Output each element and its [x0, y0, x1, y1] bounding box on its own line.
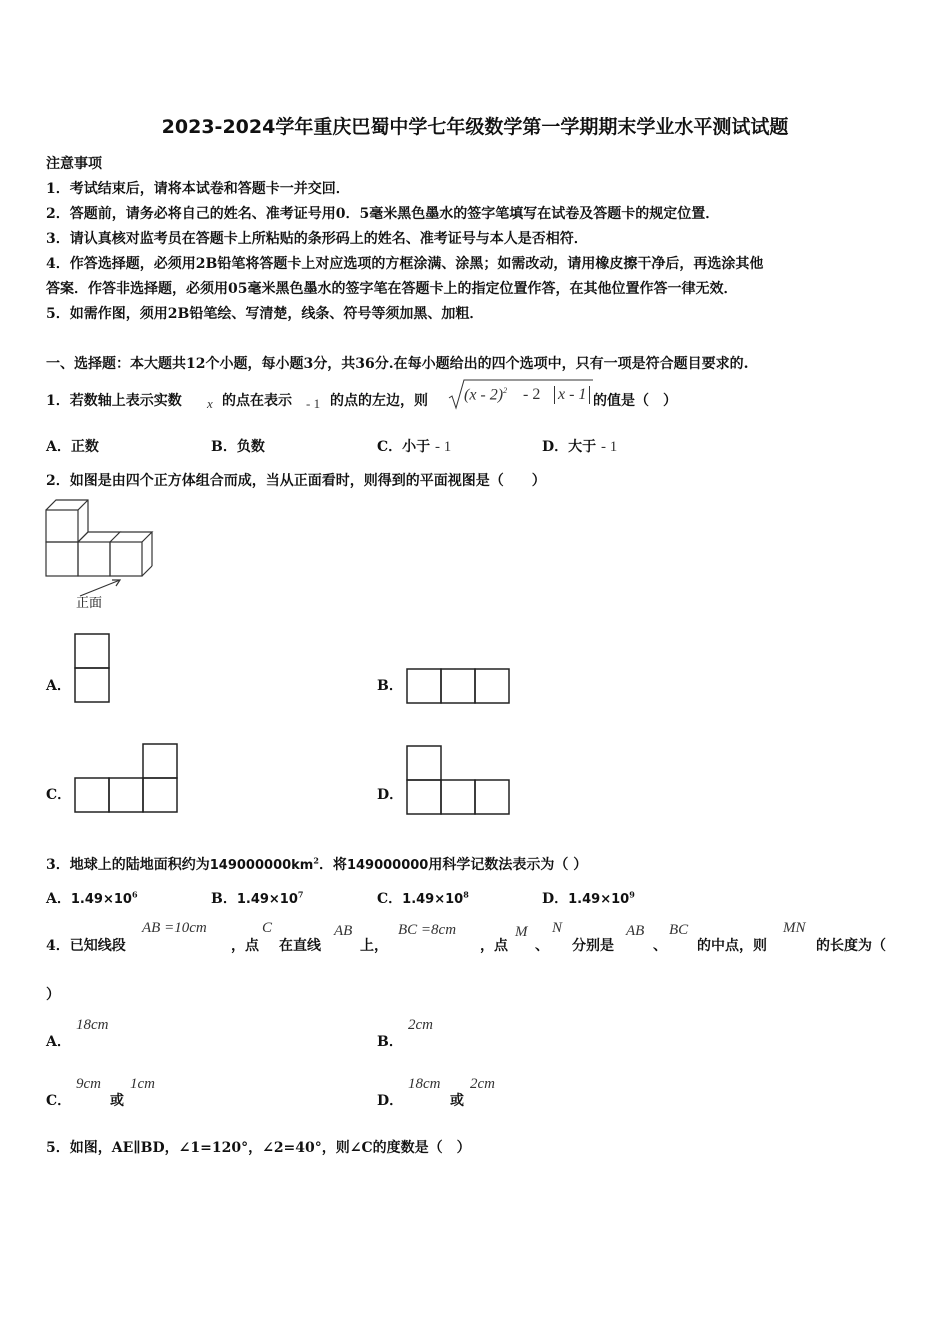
q1-expr-minus: - 2	[523, 386, 541, 403]
q1-expr: (x - 2)$^2$	[464, 386, 508, 404]
q1-option-d[interactable]: D．大于 - 1	[542, 439, 618, 455]
q4-option-a-math: 18cm	[76, 1017, 109, 1033]
question-4-text: 上，	[360, 938, 388, 954]
q4-option-c-math: 1cm	[130, 1076, 155, 1092]
q4-option-c[interactable]: C．	[46, 1093, 72, 1109]
notice-item: 4．作答选择题，必须用2B铅笔将答题卡上对应选项的方框涂满、涂黑；如需改动，请用橡皮擦干净后，再选涂其他	[46, 256, 764, 272]
q1-neg-one: - 1	[306, 396, 321, 411]
q4-option-d-math: 2cm	[470, 1076, 495, 1092]
q2-option-d-label[interactable]: D．	[377, 787, 404, 803]
q4-option-d-math: 18cm	[408, 1076, 441, 1092]
q4-math: M	[515, 924, 528, 940]
q4-option-c-or: 或	[110, 1093, 124, 1109]
question-4-text: ，点	[231, 938, 259, 954]
q4-option-a[interactable]: A．	[46, 1034, 71, 1050]
q4-option-d[interactable]: D．	[377, 1093, 404, 1109]
q2-option-b-figure[interactable]	[406, 668, 512, 706]
q1-var-x: x	[207, 396, 213, 411]
q1-option-a[interactable]: A．正数	[46, 439, 99, 455]
q4-math: BC =8cm	[398, 922, 457, 938]
question-4-text: ，点	[480, 938, 508, 954]
q4-option-b[interactable]: B．	[377, 1034, 403, 1050]
notice-item: 答案．作答非选择题，必须用05毫米黑色墨水的签字笔在答题卡上的指定位置作答，在其他位置作答一律无效．	[46, 281, 738, 297]
q4-option-c-math: 9cm	[76, 1076, 101, 1092]
q4-option-d-or: 或	[450, 1093, 464, 1109]
q4-math: AB	[626, 923, 645, 939]
q4-math: C	[262, 920, 273, 936]
q4-math: N	[552, 920, 563, 936]
q3-option-d[interactable]: D．$1.49\times 10^9$	[542, 889, 635, 907]
question-4-text: 4．已知线段	[46, 938, 126, 954]
question-1-text: 1．若数轴上表示实数	[46, 393, 182, 409]
question-4-text: ）	[46, 987, 60, 1003]
q4-math: BC	[669, 922, 689, 938]
question-4-text: 分别是	[572, 938, 614, 954]
q4-math: AB	[334, 923, 353, 939]
q3-option-c[interactable]: C．$1.49\times 10^8$	[377, 889, 469, 907]
q2-option-a-figure[interactable]	[74, 633, 112, 705]
question-2-text: 2．如图是由四个正方体组合而成，当从正面看时，则得到的平面视图是（ ）	[46, 473, 546, 489]
question-4-text: 、	[653, 938, 667, 954]
cube-figure	[40, 498, 165, 613]
question-5-text: 5．如图，AE∥BD，∠1=120°，∠2=40°，则∠C的度数是（ ）	[46, 1140, 471, 1156]
q1-option-b[interactable]: B．负数	[211, 439, 265, 455]
question-1-text: 的值是（ ）	[593, 393, 677, 409]
q2-option-a-label[interactable]: A．	[46, 678, 71, 694]
q3-option-a[interactable]: A．$1.49\times 10^6$	[46, 889, 138, 907]
question-1-text: 的点的左边，则	[330, 393, 428, 409]
page-title: 2023-2024学年重庆巴蜀中学七年级数学第一学期期末学业水平测试试题	[161, 116, 789, 138]
notice-heading: 注意事项	[46, 156, 102, 172]
question-4-text: 、	[535, 938, 549, 954]
notice-item: 2．答题前，请务必将自己的姓名、准考证号用0．5毫米黑色墨水的签字笔填写在试卷及答题卡的规定位置．	[46, 206, 720, 222]
notice-item: 5．如需作图，须用2B铅笔绘、写清楚，线条、符号等须加黑、加粗．	[46, 306, 484, 322]
q1-abs-expr: x - 1	[554, 386, 590, 404]
q2-option-c-figure[interactable]	[74, 743, 180, 815]
question-1-text: 的点在表示	[222, 393, 292, 409]
q4-math: MN	[783, 920, 806, 936]
front-label: 正面	[76, 596, 103, 611]
question-4-text: 的中点，则	[697, 938, 767, 954]
q2-option-b-label[interactable]: B．	[377, 678, 403, 694]
q4-option-b-math: 2cm	[408, 1017, 433, 1033]
notice-item: 1．考试结束后，请将本试卷和答题卡一并交回．	[46, 181, 350, 197]
q1-option-c[interactable]: C．小于 - 1	[377, 439, 452, 455]
q4-math: AB =10cm	[142, 920, 207, 936]
section-heading: 一、选择题：本大题共12个小题，每小题3分，共36分.在每小题给出的四个选项中，只有一项是符合题目要求的.	[46, 356, 749, 372]
q2-option-c-label[interactable]: C．	[46, 787, 72, 803]
question-4-text: 在直线	[279, 938, 321, 954]
question-3-text: 3．地球上的陆地面积约为$149000000km^2$．将149000000用科学记数法表示为（ ）	[46, 855, 588, 873]
notice-item: 3．请认真核对监考员在答题卡上所粘贴的条形码上的姓名、准考证号与本人是否相符．	[46, 231, 588, 247]
question-4-text: 的长度为（	[816, 938, 886, 954]
q2-option-d-figure[interactable]	[406, 745, 512, 817]
q3-option-b[interactable]: B．$1.49\times 10^7$	[211, 889, 304, 907]
